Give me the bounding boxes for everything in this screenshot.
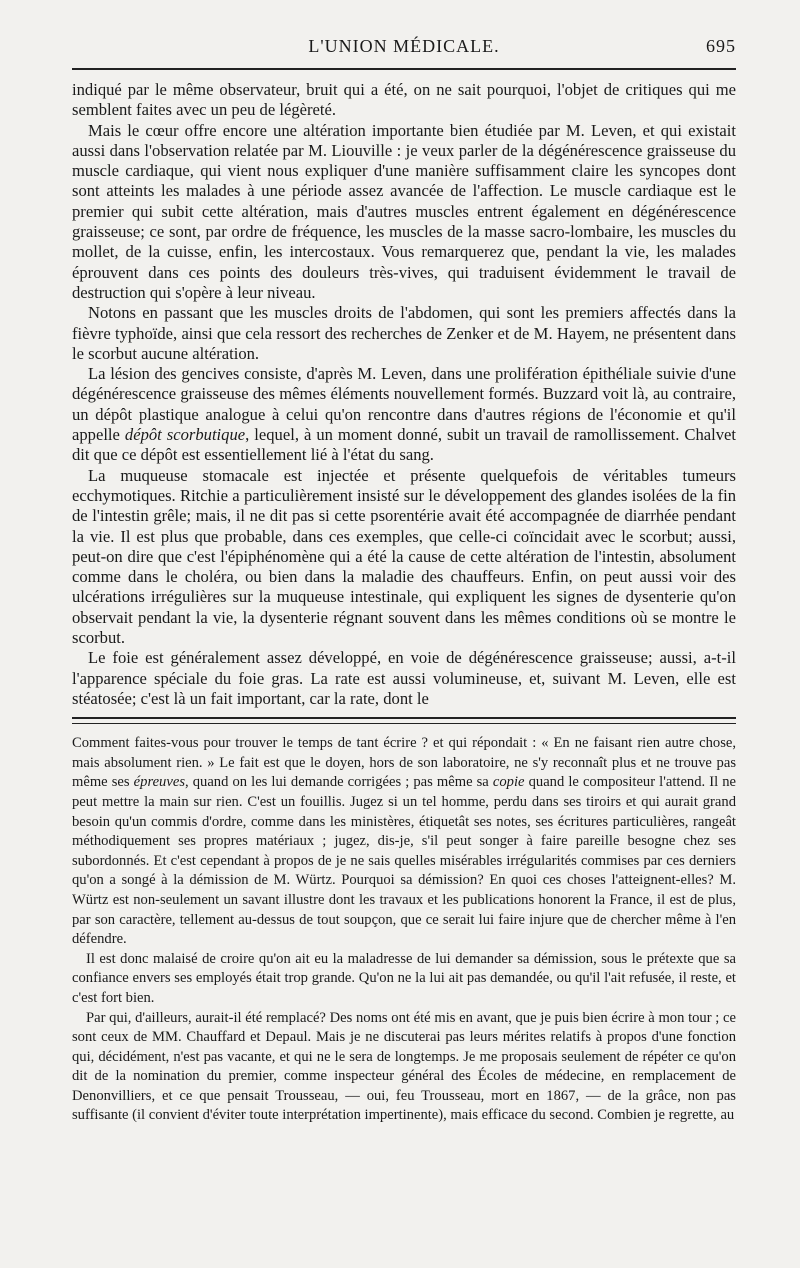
italic-term: dépôt scorbutique [124,425,246,445]
text-run: , lequel, à un moment donné, subit un travail de ramollissement. Chalvet dit que ce dépôt est essentiellement lié à l'état du sang. [72,425,736,465]
feuilleton-paragraph: Il est donc malaisé de croire qu'on ait eu la maladresse de lui demander sa démission, sous le prétexte que sa confiance envers ses employés était trop grande. Qu'on ne la lui ait pas demandée, ou qu'il l'ait refusée, il reste, et c'est fort bien. [72,950,736,1006]
feuilleton-rule [72,717,736,724]
text-run: , quand on les lui demande corrigées ; pas même sa [185,774,489,791]
text-run: quand le compositeur l'attend. Il ne peut mettre la main sur rien. C'est un fouillis. Jugez si un tel homme, perdu dans ses tiroirs et qui aurait grand besoin qu'un commis d'ordre, comme dans les ministères, étiquetât ses notes, ses écritures particulières, rangeât méthodiquement ses propres matériaux ; jugez, dis-je, s'il peut songer à faire pareille besogne chez ses subordonnés. Et c'est cependant à propos de je ne sais quelles misérables irrégularités commises par ces derniers qu'on a songé à la démission de M. Würtz. Pourquoi sa démission? En quoi ces choses l'atteignent-elles? M. Würtz est non-seulement un savant illustre dont les travaux et les publications honorent la France, il est de plus, par son caractère, tellement au-dessus de tout soupçon, que ce serait lui faire injure que de chercher même à l'en défendre. [72,774,737,948]
paragraph: Notons en passant que les muscles droits de l'abdomen, qui sont les premiers affectés dans la fièvre typhoïde, ainsi que cela ressort des recherches de Zenker et de M. Hayem, ne présentent dans le scorbut aucune altération. [72,303,736,363]
running-head [72,36,736,62]
text-run: La lésion des gencives consiste, d'après M. Leven, dans une prolifération épithéliale suivie d'une dégénérescence graisseuse des mêmes éléments nouvellement formés. Buzzard voit là, au contraire, un dépôt plastique analogue à celui qu'on rencontre dans d'autres régions de l'économie et qu'il appelle [72,364,736,445]
paragraph: indiqué par le même observateur, bruit qui a été, on ne sait pourquoi, l'objet de critiques qui me semblent faites avec un peu de légèreté. [72,80,736,120]
page-number: 695 [706,36,736,56]
paragraph: La muqueuse stomacale est injectée et présente quelquefois de véritables tumeurs ecchymotiques. Ritchie a particulièrement insisté sur le développement des glandes isolées de la fin de l'intestin grêle; mais, il ne dit pas si cette psorentérie avait été accompagnée de diarrhée pendant la vie. Il est plus que probable, dans ces exemples, que celle-ci coïncidait avec le scorbut; aussi, peut-on dire que c'est l'épiphénomène qui a été la cause de cette altération de l'intestin, absolument comme dans le choléra, ou bien dans la maladie des chauffeurs. Enfin, on peut aussi voir des ulcérations irrégulières sur la muqueuse intestinale, qui expliquent les signes de dysenterie qu'on observait pendant la vie, la dysenterie régnant souvent dans les mêmes conditions où se montre le scorbut. [72,465,736,648]
text-run: Comment faites-vous pour trouver le temps de tant écrire ? et qui répondait : « En ne faisant rien autre chose, mais absolument rien. » Le fait est que le doyen, hors de son laboratoire, ne s'y reconnaît plus et ne trouve pas même ses [72,735,736,791]
paragraph [72,364,736,465]
feuilleton-paragraph: Par qui, d'ailleurs, aurait-il été remplacé? Des noms ont été mis en avant, que je puis bien écrire à mon tour ; ce sont ceux de MM. Chauffard et Depaul. Mais je ne discuterai pas leurs mérites relatifs à propos d'une fonction qui, décidément, n'est pas vacante, et qui ne le sera de longtemps. Je me proposais seulement de répéter ce qu'on dit de la nomination du premier, comme inspecteur général des Écoles de médecine, en remplacement de Denonvilliers, et ce que pensait Trousseau, — oui, feu Trousseau, mort en 1867, — de la grâce, non pas suffisante (il convient d'éviter toute interprétation impertinente), mais efficace du second. Combien je regrette, au [72,1009,736,1124]
main-text [72,80,736,709]
feuilleton [72,734,736,1126]
header-rule [72,68,736,70]
paragraph: Mais le cœur offre encore une altération importante bien étudiée par M. Leven, et qui existait aussi dans l'observation relatée par M. Liouville : je veux parler de la dégénérescence graisseuse du muscle cardiaque, qui vient nous expliquer d'une manière suffisamment claire les syncopes dont sont atteints les malades à une période assez avancée de l'affection. Le muscle cardiaque est le premier qui subit cette altération, mais d'autres muscles entrent également en dégénérescence graisseuse; ce sont, par ordre de fréquence, les muscles de la masse sacro-lombaire, les muscles du mollet, de la cuisse, enfin, les intercostaux. Vous remarquerez que, pendant la vie, les malades éprouvent dans ces points des douleurs très-vives, qui traduisent évidemment le travail de destruction qui s'opère à leur niveau. [72,120,736,302]
italic-term: copie [492,774,525,791]
feuilleton-paragraph [72,734,736,950]
italic-term: épreuves [133,774,185,791]
paragraph: Le foie est généralement assez développé, en voie de dégénérescence graisseuse; aussi, a-t-il l'apparence spéciale du foie gras. La rate est aussi volumineuse, et, suivant M. Leven, elle est stéatosée; c'est là un fait important, car la rate, dont le [72,648,736,708]
running-title: L'UNION MÉDICALE. [308,36,500,56]
